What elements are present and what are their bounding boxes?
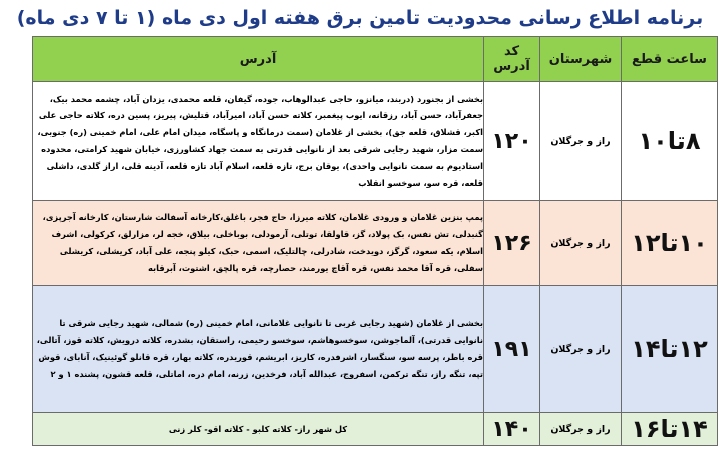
address-cell: بخشی از بجنورد (دربند، میانزو، حاجی عبدالوهاب، جوده، گیفان، قلعه محمدی، یزدان آباد، چشمه محمد بیک، جعفرآباد، حسن آباد، رزقانه، ایوب پیغمبر، کلاته حسن آباد، امیرآباد، قتلیش، پیریز، پسین دره، کلاته حاجی علی اکبر، قشلاق، قلعه جق)، بخشی از غلامان (سمت درمانگاه و پاسگاه، میدان امام علی، امام خمینی (ره) جنوبی، سمت مزار، شهید رجایی شرقی بعد از نانوایی قدرتی به سمت جهاد کشاورزی، خیابان شهید کرامتی، محدوده استادیوم به سمت نانوایی واحدی)، یوقان برج، تازه قلعه، اسلام آباد تازه قلعه، آدینه قلی، اراز گلدی، داشلی قلعه، قره سو، سوخسو انقلاب <box>33 82 484 201</box>
city-cell: راز و جرگلان <box>540 413 622 446</box>
header-address-code: کد آدرس <box>484 37 540 82</box>
table-row <box>33 201 718 286</box>
city-cell: راز و جرگلان <box>540 201 622 286</box>
address-cell: بخشی از غلامان (شهید رجایی غربی تا نانوایی غلامانی، امام خمینی (ره) شمالی، شهید رجایی شرقی تا نانوایی قدرتی)، آلماجوشن، سوخسوهاشم، سوخسو رحیمی، راستقان، بشدره، کلاته درویش، کلاته قوز، آتالی، قره باطر، پرسه سو، سنگسار، اشرفدره، کاریز، ابریشم، قوریدره، کلاته بهار، قره قانلو گوئینیک، آنابای، قوش تپه، تنگه راز، تنگه ترکمن، اسفروج، عبدالله آباد، فرخدین، زرنه، امام دره، اماتلی، قلعه قشون، پشنده ۱ و ۲ <box>33 286 484 413</box>
address-cell: کل شهر راز- کلاته کلبو - کلاته اقو- کلر زنی <box>33 413 484 446</box>
city-cell: راز و جرگلان <box>540 286 622 413</box>
city-cell: راز و جرگلان <box>540 82 622 201</box>
address-cell: پمپ بنزین غلامان و ورودی غلامان، کلاته میرزا، حاج فجر، باغلق،کارخانه آسفالت شارستان، کارخانه آجرپزی، گنبدلی، تش نفس، بک پولاد، گز، قاولقا، توتلی، آرمودلی، بوباخلی، بیلاق، خجه لر، مزارلق، کرکولی، اشرف اسلام، یکه سعود، گرگز، دویدخت، شادرلی، چالتلیک، اسمی، حبک، کیلو پنجه، علی آباد، کریشلی، کریشلی سفلی، قره آقا محمد نفس، قره آقاچ یورمند، حصارچه، قره پالچق، اشتوت، آبرقابه <box>33 201 484 286</box>
outage-time-cell: ۱۴تا۱۶ <box>622 413 718 446</box>
table-row <box>33 413 718 446</box>
address-code-cell: ۱۲۰ <box>484 82 540 201</box>
page-title: برنامه اطلاع رسانی محدودیت تامین برق هفته اول دی ماه (۱ تا ۷ دی ماه) <box>16 7 704 29</box>
address-code-cell: ۱۲۶ <box>484 201 540 286</box>
header-address: آدرس <box>33 37 484 82</box>
outage-schedule-table <box>32 36 718 446</box>
table-row <box>33 286 718 413</box>
outage-time-cell: ۱۲تا۱۴ <box>622 286 718 413</box>
address-code-cell: ۱۴۰ <box>484 413 540 446</box>
table-row <box>33 82 718 201</box>
outage-time-cell: ۸تا۱۰ <box>622 82 718 201</box>
header-outage-time: ساعت قطع <box>622 37 718 82</box>
address-code-cell: ۱۹۱ <box>484 286 540 413</box>
outage-time-cell: ۱۰تا۱۲ <box>622 201 718 286</box>
header-city: شهرستان <box>540 37 622 82</box>
table-header-row <box>33 37 718 82</box>
